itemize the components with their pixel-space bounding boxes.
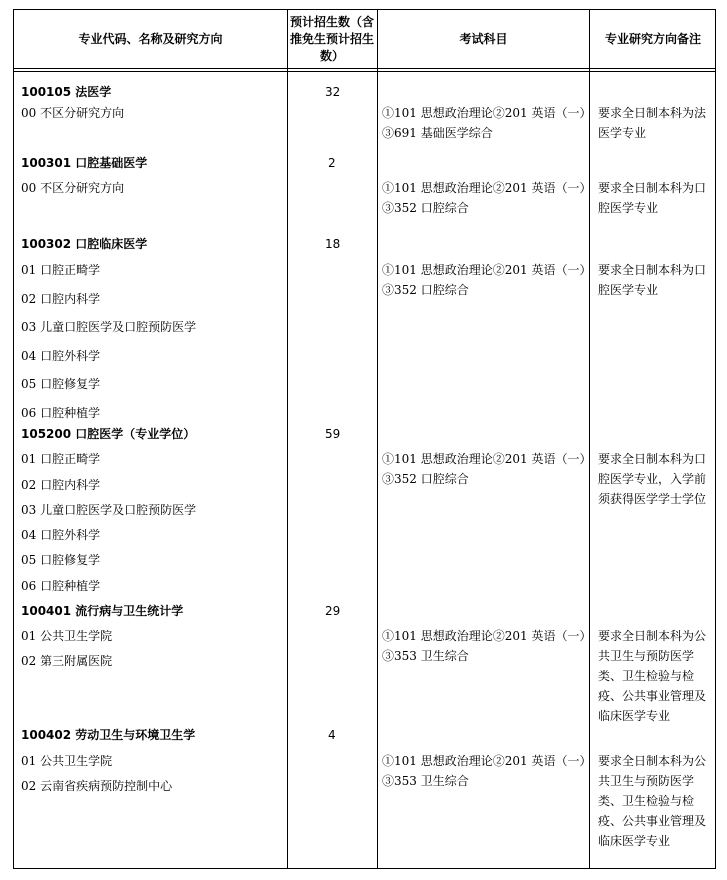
enrollment-count: 4 [328, 728, 336, 742]
exam-subjects-line: ①101 思想政治理论②201 英语（一） [382, 754, 592, 768]
exam-subjects-line: ①101 思想政治理论②201 英语（一） [382, 263, 592, 277]
enrollment-count: 29 [325, 604, 341, 618]
exam-subjects-line: ①101 思想政治理论②201 英语（一） [382, 629, 592, 643]
direction-item: 02 口腔内科学 [21, 292, 101, 306]
column-divider [589, 9, 590, 869]
program-title: 100105 法医学 [21, 85, 112, 99]
column-divider [377, 9, 378, 869]
exam-subjects-line: ③352 口腔综合 [382, 283, 469, 297]
program-title: 105200 口腔医学（专业学位） [21, 427, 196, 441]
column-divider [287, 9, 288, 869]
enrollment-count: 18 [325, 237, 341, 251]
direction-item: 02 第三附属医院 [21, 654, 113, 668]
exam-subjects-line: ③691 基础医学综合 [382, 126, 493, 140]
remark-text: 要求全日制本科为公共卫生与预防医学类、卫生检验与检疫、公共事业管理及临床医学专业 [598, 629, 707, 723]
direction-item: 06 口腔种植学 [21, 406, 101, 420]
header-enrollment: 预计招生数（含推免生预计招生数） [290, 14, 375, 63]
remark-text: 要求全日制本科为法医学专业 [598, 106, 707, 140]
direction-item: 05 口腔修复学 [21, 553, 101, 567]
direction-item: 01 公共卫生学院 [21, 754, 113, 768]
remark-text: 要求全日制本科为口腔医学专业 [598, 181, 707, 215]
header-program: 专业代码、名称及研究方向 [78, 31, 223, 46]
direction-item: 06 口腔种植学 [21, 579, 101, 593]
direction-item: 04 口腔外科学 [21, 349, 101, 363]
enrollment-count: 59 [325, 427, 341, 441]
header-remarks: 专业研究方向备注 [604, 31, 701, 46]
remark-text: 要求全日制本科为公共卫生与预防医学类、卫生检验与检疫、公共事业管理及临床医学专业 [598, 754, 707, 848]
exam-subjects-line: ①101 思想政治理论②201 英语（一） [382, 181, 592, 195]
header-exam-subjects: 考试科目 [459, 31, 508, 46]
direction-item: 00 不区分研究方向 [21, 106, 125, 120]
direction-item: 01 公共卫生学院 [21, 629, 113, 643]
direction-item: 04 口腔外科学 [21, 528, 101, 542]
direction-item: 05 口腔修复学 [21, 377, 101, 391]
exam-subjects-line: ③353 卫生综合 [382, 649, 469, 663]
exam-subjects-line: ③352 口腔综合 [382, 472, 469, 486]
direction-item: 02 云南省疾病预防控制中心 [21, 779, 173, 793]
header-divider [13, 71, 716, 72]
direction-item: 00 不区分研究方向 [21, 181, 125, 195]
remark-text: 要求全日制本科为口腔医学专业，入学前须获得医学学士学位 [598, 452, 707, 506]
program-title: 100301 口腔基础医学 [21, 156, 148, 170]
direction-item: 03 儿童口腔医学及口腔预防医学 [21, 320, 197, 334]
program-title: 100402 劳动卫生与环境卫生学 [21, 728, 196, 742]
program-title: 100401 流行病与卫生统计学 [21, 604, 184, 618]
direction-item: 01 口腔正畸学 [21, 263, 101, 277]
enrollment-count: 32 [325, 85, 341, 99]
exam-subjects-line: ①101 思想政治理论②201 英语（一） [382, 452, 592, 466]
enrollment-count: 2 [328, 156, 336, 170]
direction-item: 03 儿童口腔医学及口腔预防医学 [21, 503, 197, 517]
exam-subjects-line: ①101 思想政治理论②201 英语（一） [382, 106, 592, 120]
direction-item: 02 口腔内科学 [21, 478, 101, 492]
exam-subjects-line: ③353 卫生综合 [382, 774, 469, 788]
remark-text: 要求全日制本科为口腔医学专业 [598, 263, 707, 297]
exam-subjects-line: ③352 口腔综合 [382, 201, 469, 215]
header-divider [13, 68, 716, 69]
direction-item: 01 口腔正畸学 [21, 452, 101, 466]
program-title: 100302 口腔临床医学 [21, 237, 148, 251]
